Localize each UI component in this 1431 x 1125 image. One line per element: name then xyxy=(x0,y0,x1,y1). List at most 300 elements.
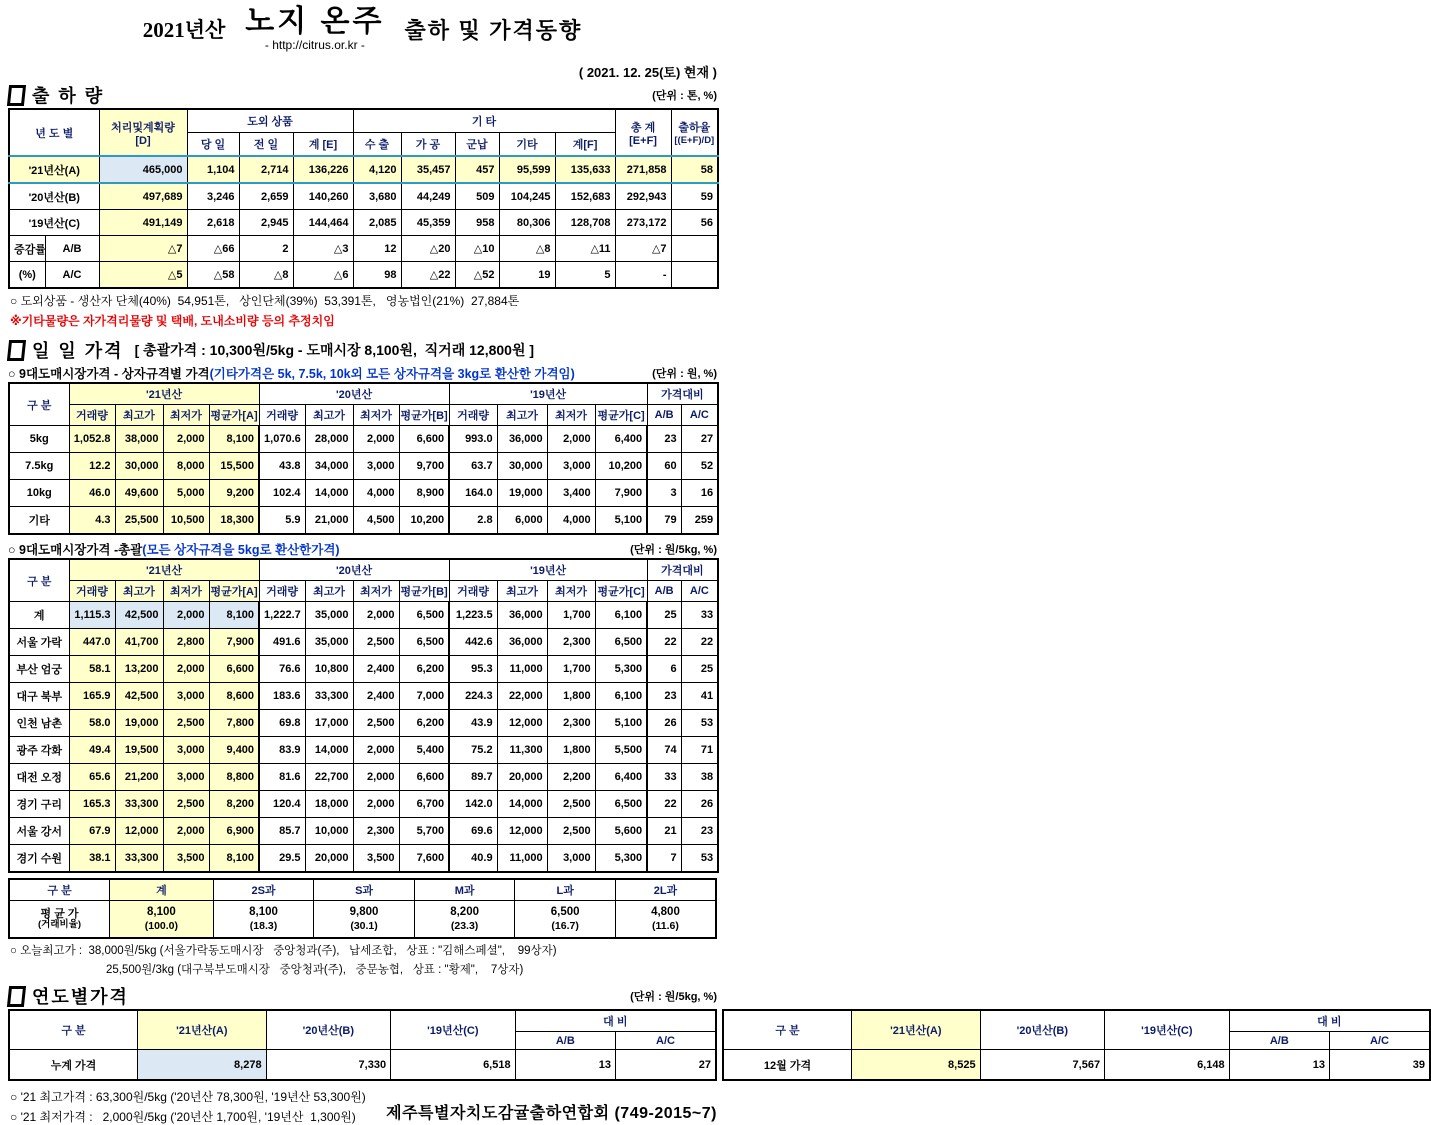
value-cell: 28,000 xyxy=(305,426,353,453)
col-header: 최고가 xyxy=(305,581,353,602)
value-cell: 33,300 xyxy=(305,683,353,710)
col-group-etc: 기 타 xyxy=(353,109,615,133)
value-cell: 81.6 xyxy=(259,764,305,791)
value-cell: △20 xyxy=(401,236,455,262)
value-cell: 22 xyxy=(647,791,681,818)
value-cell: 60 xyxy=(647,453,681,480)
value-cell: 6,900 xyxy=(209,818,259,845)
value-cell: 224.3 xyxy=(449,683,497,710)
value-cell: 27 xyxy=(616,1050,716,1081)
table-row xyxy=(9,737,718,764)
value-cell: 183.6 xyxy=(259,683,305,710)
value-cell xyxy=(213,901,314,939)
col-header: A/C xyxy=(681,581,718,602)
value-cell: 20,000 xyxy=(305,845,353,873)
value-cell: 2.8 xyxy=(449,507,497,535)
daily-high-note: ○ 오늘최고가 : 38,000원/5kg (서울가락동도매시장 중앙청과(주), 납세조합, 상표 : "김해스페셜", 99상자) xyxy=(10,945,557,957)
value-cell: △52 xyxy=(455,262,499,289)
ratio: (23.3) xyxy=(450,919,479,932)
value-cell: 33,300 xyxy=(115,791,163,818)
value-cell: 8,100 xyxy=(209,426,259,453)
ratio: (16.7) xyxy=(551,919,579,932)
value-cell: 8,525 xyxy=(852,1050,981,1081)
col-group-outside: 도외 상품 xyxy=(187,109,353,133)
bullet-note: (모든 상자규격을 5kg로 환산한가격) xyxy=(142,542,340,557)
value-cell: △8 xyxy=(499,236,555,262)
value-cell xyxy=(671,262,718,289)
value-cell: 6,400 xyxy=(595,426,647,453)
value-cell: 5,300 xyxy=(595,845,647,873)
value-cell: 136,226 xyxy=(293,156,353,183)
value-cell: 6,600 xyxy=(209,656,259,683)
value-cell: 6,600 xyxy=(399,764,449,791)
header-row xyxy=(9,405,718,426)
value-cell: 6,148 xyxy=(1105,1050,1230,1081)
row-label: '21년산(A) xyxy=(9,156,99,183)
value-cell: 21,200 xyxy=(115,764,163,791)
value-cell: 6,500 xyxy=(595,629,647,656)
value-cell: △66 xyxy=(187,236,239,262)
yearly-december-table xyxy=(722,1009,1431,1081)
value-cell: 8,600 xyxy=(209,683,259,710)
value-cell: 3,246 xyxy=(187,183,239,210)
value-cell: 8,200 xyxy=(209,791,259,818)
col-group-compare: 대 비 xyxy=(515,1010,716,1032)
value-cell: 8,100 xyxy=(209,602,259,629)
value-cell xyxy=(515,901,616,939)
col-header: 거래량 xyxy=(69,405,115,426)
col-header-ab: A/B xyxy=(1229,1032,1329,1050)
as-of-date: ( 2021. 12. 25(토) 현재 ) xyxy=(578,65,717,80)
col-header: 최저가 xyxy=(547,581,595,602)
col-header-label: 구 분 xyxy=(723,1010,852,1050)
value-cell: 120.4 xyxy=(259,791,305,818)
value-cell: △10 xyxy=(455,236,499,262)
value-cell: 491.6 xyxy=(259,629,305,656)
section-square-icon xyxy=(7,85,26,106)
table-row xyxy=(9,426,718,453)
row-label: 기타 xyxy=(9,507,69,535)
value-cell: 958 xyxy=(455,210,499,236)
section-title: 출 하 량 xyxy=(32,86,105,106)
value-cell: 22,700 xyxy=(305,764,353,791)
value-cell: 89.7 xyxy=(449,764,497,791)
value-cell xyxy=(314,901,415,939)
col-header: 평균가[B] xyxy=(399,581,449,602)
row-label: 5kg xyxy=(9,426,69,453)
value-cell: 8,900 xyxy=(399,480,449,507)
value-cell: 104,245 xyxy=(499,183,555,210)
value-cell: 83.9 xyxy=(259,737,305,764)
value-cell: 135,633 xyxy=(555,156,615,183)
value-cell: △8 xyxy=(239,262,293,289)
col-header-export: 수 출 xyxy=(353,133,401,157)
value-cell: 23 xyxy=(647,683,681,710)
value-cell: △58 xyxy=(187,262,239,289)
value-cell: 2 xyxy=(239,236,293,262)
footer xyxy=(8,1085,717,1125)
col-header: 최저가 xyxy=(353,581,399,602)
value-cell: 63.7 xyxy=(449,453,497,480)
site-url: - http://citrus.or.kr - xyxy=(264,37,365,52)
value-cell: 16 xyxy=(681,480,718,507)
value-cell: 35,000 xyxy=(305,602,353,629)
value-cell: 144,464 xyxy=(293,210,353,236)
header-row xyxy=(9,879,716,901)
ratio: (18.3) xyxy=(249,919,278,932)
col-header: 거래량 xyxy=(259,405,305,426)
value-cell: 11,000 xyxy=(497,656,547,683)
col-group-compare: 대 비 xyxy=(1229,1010,1430,1032)
value-cell: 993.0 xyxy=(449,426,497,453)
col-header-total: 계 xyxy=(110,879,214,901)
value-cell: 67.9 xyxy=(69,818,115,845)
value-cell: 2,500 xyxy=(353,629,399,656)
section-square-icon xyxy=(7,340,26,361)
unit-label: (단위 : 원/5kg, %) xyxy=(630,543,717,556)
table-row-cumulative xyxy=(9,1050,716,1081)
table-row xyxy=(9,764,718,791)
value-cell: 42,500 xyxy=(115,683,163,710)
price: 6,500 xyxy=(550,906,580,919)
value-cell: 59 xyxy=(671,183,718,210)
section-daily-header xyxy=(8,337,717,363)
row-label: 인천 남촌 xyxy=(9,710,69,737)
value-cell: 18,000 xyxy=(305,791,353,818)
value-cell: 491,149 xyxy=(99,210,187,236)
col-header-label: 구 분 xyxy=(9,879,110,901)
section-yearly-header xyxy=(8,983,717,1009)
value-cell: 29.5 xyxy=(259,845,305,873)
col-header-rate-text: 출하율 xyxy=(678,122,711,134)
daily-high-note-2: 25,500원/3kg (대구북부도매시장 중앙청과(주), 중문농협, 상표 : "황제", 7상자) xyxy=(106,964,524,976)
value-cell: 21,000 xyxy=(305,507,353,535)
table-row xyxy=(9,791,718,818)
col-header: A/B xyxy=(647,405,681,426)
value-cell: 5,000 xyxy=(163,480,209,507)
value-cell: 53 xyxy=(681,845,718,873)
value-cell: 80,306 xyxy=(499,210,555,236)
unit-label: (단위 : 톤, %) xyxy=(652,90,717,102)
value-cell: 95,599 xyxy=(499,156,555,183)
col-header: 거래량 xyxy=(259,581,305,602)
ratio: (100.0) xyxy=(144,919,179,932)
value-cell: 65.6 xyxy=(69,764,115,791)
col-header: 최고가 xyxy=(115,581,163,602)
col-header: 평균가[A] xyxy=(209,405,259,426)
value-cell xyxy=(615,901,716,939)
col-header-process: 가 공 xyxy=(401,133,455,157)
value-cell: 4.3 xyxy=(69,507,115,535)
value-cell: 49.4 xyxy=(69,737,115,764)
value-cell: 15,500 xyxy=(209,453,259,480)
value-cell: 1,052.8 xyxy=(69,426,115,453)
value-cell: 2,714 xyxy=(239,156,293,183)
value-cell: 9,700 xyxy=(399,453,449,480)
col-header: M과 xyxy=(414,879,515,901)
value-cell: 7 xyxy=(647,845,681,873)
value-cell: - xyxy=(615,262,671,289)
value-cell: 75.2 xyxy=(449,737,497,764)
value-cell: 8,278 xyxy=(138,1050,267,1081)
unit-label: (단위 : 원, %) xyxy=(652,367,717,380)
value-cell: 38,000 xyxy=(115,426,163,453)
col-header-sum-f: 계[F] xyxy=(555,133,615,157)
value-cell: 509 xyxy=(455,183,499,210)
value-cell: △6 xyxy=(293,262,353,289)
value-cell: 2,618 xyxy=(187,210,239,236)
value-cell: 1,115.3 xyxy=(69,602,115,629)
value-cell: 3,000 xyxy=(547,453,595,480)
title-year: 2021년산 xyxy=(142,18,226,42)
value-cell: 6,400 xyxy=(595,764,647,791)
value-cell: 40.9 xyxy=(449,845,497,873)
header-row xyxy=(9,383,718,405)
value-cell: 2,000 xyxy=(163,656,209,683)
value-cell: 3,500 xyxy=(163,845,209,873)
section-shipment-header xyxy=(8,82,717,108)
value-cell: 33 xyxy=(647,764,681,791)
value-cell: 27 xyxy=(681,426,718,453)
value-cell: 49,600 xyxy=(115,480,163,507)
bullet-note: (기타가격은 5k, 7.5k, 10k외 모든 상자규격을 3kg로 환산한 가격임) xyxy=(209,366,575,381)
daily-summary: [ 총괄가격 : 10,300원/5kg - 도매시장 8,100원, 직거래 12,800원 ] xyxy=(134,342,535,358)
value-cell: 10,200 xyxy=(399,507,449,535)
ratio: (11.6) xyxy=(652,919,679,932)
value-cell: 2,000 xyxy=(163,818,209,845)
value-cell: 102.4 xyxy=(259,480,305,507)
row-label: 경기 구리 xyxy=(9,791,69,818)
value-cell: 22 xyxy=(681,629,718,656)
row-label: 계 xyxy=(9,602,69,629)
value-cell: 12.2 xyxy=(69,453,115,480)
value-cell: 2,500 xyxy=(547,818,595,845)
col-header: 거래량 xyxy=(69,581,115,602)
value-cell: 8,100 xyxy=(209,845,259,873)
col-header-military: 군납 xyxy=(455,133,499,157)
value-cell: 5,100 xyxy=(595,507,647,535)
yearly-cumulative-table xyxy=(8,1009,717,1081)
value-cell: 23 xyxy=(647,426,681,453)
value-cell: 43.9 xyxy=(449,710,497,737)
table-row xyxy=(9,480,718,507)
value-cell: 6,600 xyxy=(399,426,449,453)
value-cell: △22 xyxy=(401,262,455,289)
daily-market-price-table xyxy=(8,558,719,873)
value-cell: 58.1 xyxy=(69,656,115,683)
value-cell: 6,000 xyxy=(497,507,547,535)
value-cell: △11 xyxy=(555,236,615,262)
value-cell: 10,200 xyxy=(595,453,647,480)
header-row xyxy=(723,1010,1430,1032)
value-cell: 12,000 xyxy=(497,710,547,737)
value-cell: 6,500 xyxy=(399,602,449,629)
organization-name: 제주특별자치도감귤출하연합회 (749-2015~7) xyxy=(386,1105,717,1122)
value-cell: 11,300 xyxy=(497,737,547,764)
value-cell: 2,945 xyxy=(239,210,293,236)
table-row xyxy=(9,710,718,737)
value-cell: 30,000 xyxy=(115,453,163,480)
col-header: 최저가 xyxy=(163,405,209,426)
value-cell: 21 xyxy=(647,818,681,845)
row-label: 증감률 xyxy=(9,236,45,262)
value-cell: 38 xyxy=(681,764,718,791)
value-cell: 2,500 xyxy=(353,710,399,737)
unit-label: (단위 : 원/5kg, %) xyxy=(630,991,717,1003)
value-cell: 1,104 xyxy=(187,156,239,183)
value-cell: 3,000 xyxy=(163,764,209,791)
col-header: 최저가 xyxy=(547,405,595,426)
value-cell: 30,000 xyxy=(497,453,547,480)
value-cell: 41,700 xyxy=(115,629,163,656)
col-header-2020: '20년산(B) xyxy=(980,1010,1105,1050)
value-cell: 2,400 xyxy=(353,683,399,710)
value-cell: 1,800 xyxy=(547,683,595,710)
col-header-label: 구 분 xyxy=(9,559,69,602)
value-cell: 95.3 xyxy=(449,656,497,683)
value-cell: 6,200 xyxy=(399,710,449,737)
value-cell: 19,000 xyxy=(115,710,163,737)
col-header-rate xyxy=(671,109,718,156)
value-cell: 74 xyxy=(647,737,681,764)
value-cell: 9,400 xyxy=(209,737,259,764)
table-row-change-ab xyxy=(9,236,718,262)
value-cell: 25 xyxy=(647,602,681,629)
section-title: 일 일 가격 xyxy=(32,341,124,361)
value-cell: 36,000 xyxy=(497,602,547,629)
value-cell: 6,500 xyxy=(595,791,647,818)
value-cell: 3,000 xyxy=(163,683,209,710)
value-cell: 23 xyxy=(681,818,718,845)
value-cell: 2,800 xyxy=(163,629,209,656)
table-row-2021 xyxy=(9,156,718,183)
value-cell: 3,000 xyxy=(163,737,209,764)
value-cell: 44,249 xyxy=(401,183,455,210)
value-cell: 3,000 xyxy=(547,845,595,873)
row-label: A/C xyxy=(45,262,99,289)
col-header: A/C xyxy=(681,405,718,426)
value-cell: △7 xyxy=(99,236,187,262)
col-header-total-text: 총 계 xyxy=(630,121,656,134)
value-cell: 39 xyxy=(1330,1050,1430,1081)
col-header: 2S과 xyxy=(213,879,314,901)
value-cell: 6 xyxy=(647,656,681,683)
value-cell: 4,000 xyxy=(547,507,595,535)
col-header: 평균가[A] xyxy=(209,581,259,602)
col-header-prev: 전 일 xyxy=(239,133,293,157)
col-header-2021: '21년산(A) xyxy=(138,1010,267,1050)
value-cell: 271,858 xyxy=(615,156,671,183)
value-cell: 4,120 xyxy=(353,156,401,183)
col-group-2019: '19년산 xyxy=(449,559,647,581)
value-cell: 13,200 xyxy=(115,656,163,683)
yearly-low-note: ○ '21 최저가격 : 2,000원/5kg ('20년산 1,700원, '19년산 1,300원) xyxy=(10,1110,356,1124)
col-header-plan-code: [D] xyxy=(135,134,151,147)
daily-box-price-table xyxy=(8,382,719,535)
value-cell: 273,172 xyxy=(615,210,671,236)
value-cell: 128,708 xyxy=(555,210,615,236)
value-cell: 33 xyxy=(681,602,718,629)
value-cell: 497,689 xyxy=(99,183,187,210)
price: 8,100 xyxy=(147,906,176,919)
value-cell xyxy=(110,901,214,939)
table-row-2020 xyxy=(9,183,718,210)
col-header-label: 구 분 xyxy=(9,1010,138,1050)
title-main: 노지 온주 xyxy=(245,5,385,38)
col-header: 최저가 xyxy=(353,405,399,426)
value-cell: 164.0 xyxy=(449,480,497,507)
value-cell: 2,500 xyxy=(163,710,209,737)
row-label: (%) xyxy=(9,262,45,289)
value-cell: 19,000 xyxy=(497,480,547,507)
value-cell: 3,400 xyxy=(547,480,595,507)
value-cell: 2,000 xyxy=(163,426,209,453)
row-label-bottom: (거래비율) xyxy=(38,918,82,930)
row-label: 광주 각화 xyxy=(9,737,69,764)
row-label: 7.5kg xyxy=(9,453,69,480)
col-header-day: 당 일 xyxy=(187,133,239,157)
value-cell: 19 xyxy=(499,262,555,289)
col-group-2019: '19년산 xyxy=(449,383,647,405)
col-header-rate-code: [(E+F)/D] xyxy=(674,135,715,146)
value-cell: 2,000 xyxy=(353,737,399,764)
value-cell: 14,000 xyxy=(305,480,353,507)
value-cell: 11,000 xyxy=(497,845,547,873)
row-label: '19년산(C) xyxy=(9,210,99,236)
col-header: 최고가 xyxy=(497,581,547,602)
table-row xyxy=(9,683,718,710)
table-row xyxy=(9,507,718,535)
value-cell: 447.0 xyxy=(69,629,115,656)
value-cell: 165.3 xyxy=(69,791,115,818)
row-label: 대전 오정 xyxy=(9,764,69,791)
bullet-text: ○ 9대도매시장가격 - 상자규격별 가격 xyxy=(8,366,210,381)
value-cell: 10,500 xyxy=(163,507,209,535)
row-label: 대구 북부 xyxy=(9,683,69,710)
value-cell: 25,500 xyxy=(115,507,163,535)
value-cell: 2,500 xyxy=(163,791,209,818)
header-row xyxy=(9,559,718,581)
value-cell: 2,000 xyxy=(353,791,399,818)
value-cell: 152,683 xyxy=(555,183,615,210)
value-cell: 2,000 xyxy=(353,426,399,453)
col-group-2021: '21년산 xyxy=(69,559,259,581)
value-cell: 3,500 xyxy=(353,845,399,873)
value-cell: 26 xyxy=(647,710,681,737)
value-cell: △5 xyxy=(99,262,187,289)
value-cell: 5.9 xyxy=(259,507,305,535)
value-cell: 25 xyxy=(681,656,718,683)
row-label: 서울 가락 xyxy=(9,629,69,656)
col-header-ac: A/C xyxy=(1330,1032,1430,1050)
value-cell: 5,700 xyxy=(399,818,449,845)
value-cell: 6,200 xyxy=(399,656,449,683)
value-cell: 38.1 xyxy=(69,845,115,873)
value-cell: 457 xyxy=(455,156,499,183)
value-cell: 5,300 xyxy=(595,656,647,683)
value-cell: 7,900 xyxy=(209,629,259,656)
daily-market-bullet xyxy=(8,539,717,558)
yearly-high-note: ○ '21 최고가격 : 63,300원/5kg ('20년산 78,300원, '19년산 53,300원) xyxy=(10,1090,366,1104)
value-cell: 12 xyxy=(353,236,401,262)
col-header: 최고가 xyxy=(115,405,163,426)
footer-notes xyxy=(8,1085,386,1125)
table-row xyxy=(9,629,718,656)
value-cell: 43.8 xyxy=(259,453,305,480)
value-cell: 14,000 xyxy=(497,791,547,818)
value-cell: 3,000 xyxy=(353,453,399,480)
table-row xyxy=(9,656,718,683)
